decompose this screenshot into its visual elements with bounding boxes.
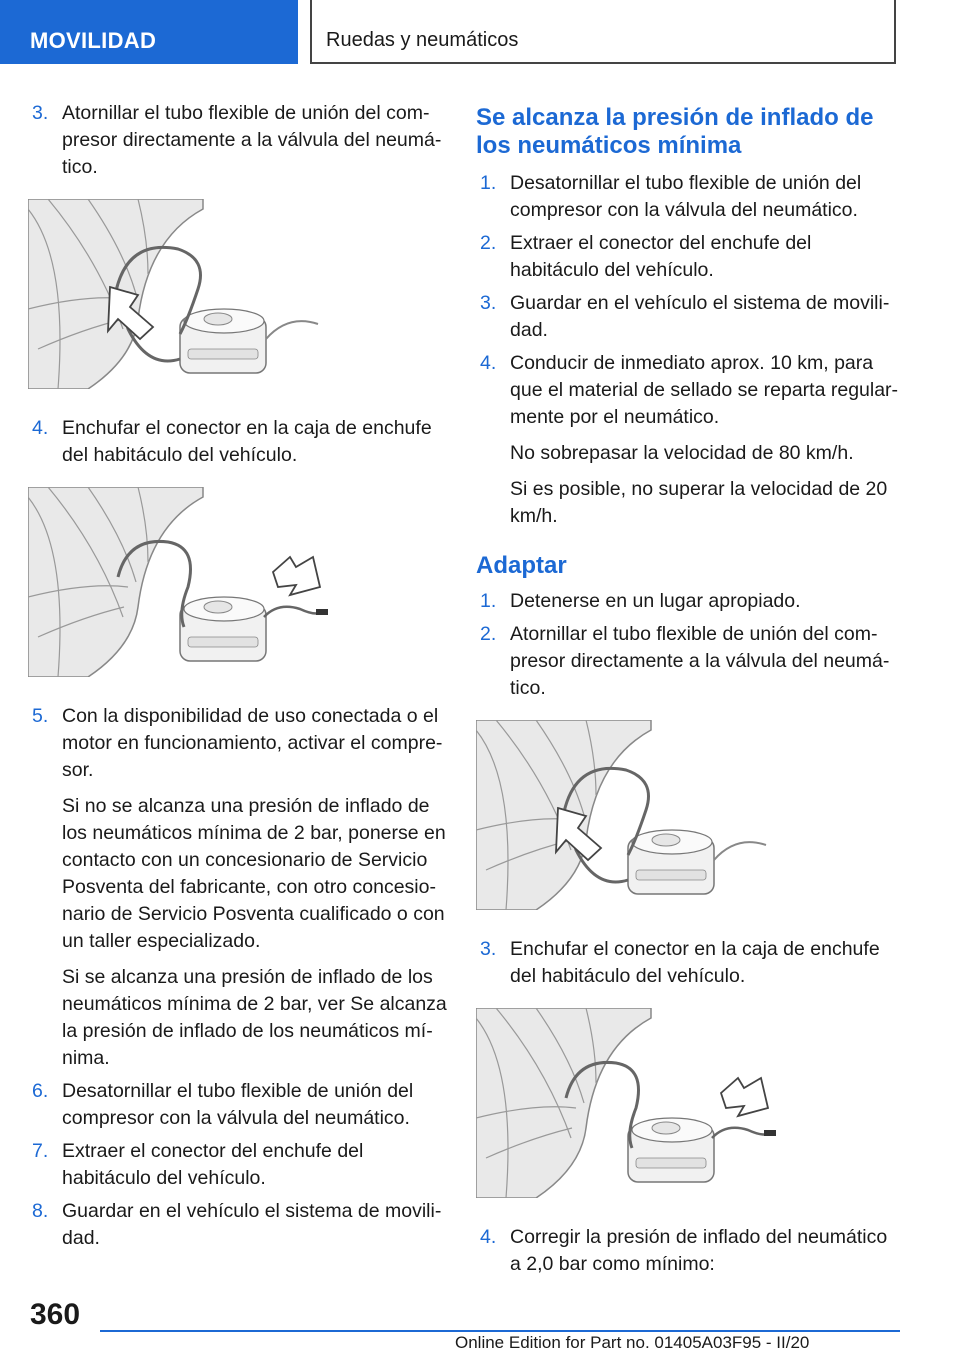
step-3 bbox=[476, 290, 901, 344]
step-4 bbox=[28, 415, 448, 469]
step-8 bbox=[28, 1198, 448, 1252]
step-3 bbox=[476, 936, 901, 990]
figure-valve-connect bbox=[476, 720, 776, 910]
step-number: 2. bbox=[480, 232, 497, 254]
step-number: 7. bbox=[32, 1140, 49, 1162]
header-section-tab bbox=[0, 0, 298, 64]
illustration-compressor-valve-icon bbox=[476, 720, 776, 910]
step-number: 4. bbox=[480, 1226, 497, 1248]
step-number: 3. bbox=[480, 292, 497, 314]
step-number: 2. bbox=[480, 623, 497, 645]
step-number: 4. bbox=[480, 352, 497, 374]
step-text: Enchufar el conector en la caja de enchufe del habitáculo del vehículo. bbox=[510, 938, 880, 987]
step-5 bbox=[28, 703, 448, 1072]
header-section-title: MOVILIDAD bbox=[30, 28, 157, 53]
illustration-compressor-socket-icon bbox=[28, 487, 328, 677]
right-column bbox=[476, 104, 901, 1284]
figure-valve-connect bbox=[28, 199, 328, 389]
header-chapter-title: Ruedas y neumáticos bbox=[326, 29, 519, 51]
step-number: 3. bbox=[480, 938, 497, 960]
step-number: 1. bbox=[480, 590, 497, 612]
step-text: Extraer el conector del enchufe del habitáculo del vehículo. bbox=[62, 1140, 364, 1189]
step-text: Corregir la presión de inflado del neumático a 2,0 bar como mínimo: bbox=[510, 1226, 888, 1275]
step-text: Atornillar el tubo flexible de unión del com-presor directamente a la válvula del neumá-tico. bbox=[510, 623, 890, 699]
step-1 bbox=[476, 588, 901, 615]
step-number: 5. bbox=[32, 705, 49, 727]
step-note: Si se alcanza una presión de inflado de los neumáticos mínima de 2 bar, ver Se alcanza la presión de inflado de los neumáticos mí-nima. bbox=[62, 966, 447, 1069]
step-text: Desatornillar el tubo flexible de unión del compresor con la válvula del neumático. bbox=[62, 1080, 414, 1129]
step-number: 8. bbox=[32, 1200, 49, 1222]
step-7 bbox=[28, 1138, 448, 1192]
step-text: Extraer el conector del enchufe del habitáculo del vehículo. bbox=[510, 232, 812, 281]
step-4 bbox=[476, 350, 901, 530]
step-text: Desatornillar el tubo flexible de unión del compresor con la válvula del neumático. bbox=[510, 172, 862, 221]
step-text: Conducir de inmediato aprox. 10 km, para que el material de sellado se reparta regular-mente por el neumático. bbox=[510, 352, 899, 428]
step-3 bbox=[28, 100, 448, 181]
illustration-compressor-valve-icon bbox=[28, 199, 328, 389]
step-text: Detenerse en un lugar apropiado. bbox=[510, 590, 801, 612]
step-2 bbox=[476, 230, 901, 284]
step-number: 3. bbox=[32, 102, 49, 124]
step-number: 6. bbox=[32, 1080, 49, 1102]
step-text: Atornillar el tubo flexible de unión del com-presor directamente a la válvula del neumá-tico. bbox=[62, 102, 442, 178]
step-1 bbox=[476, 170, 901, 224]
footer-divider bbox=[100, 1330, 900, 1332]
section-heading: Se alcanza la presión de inflado de los neumáticos mínima bbox=[476, 104, 874, 159]
step-number: 1. bbox=[480, 172, 497, 194]
step-text: Enchufar el conector en la caja de enchufe del habitáculo del vehículo. bbox=[62, 417, 432, 466]
step-number: 4. bbox=[32, 417, 49, 439]
step-note: Si es posible, no superar la velocidad de 20 km/h. bbox=[510, 478, 888, 527]
section-heading: Adaptar bbox=[476, 552, 567, 579]
step-note: No sobrepasar la velocidad de 80 km/h. bbox=[510, 442, 854, 464]
figure-socket-plug bbox=[476, 1008, 776, 1198]
step-2 bbox=[476, 621, 901, 702]
step-text: Guardar en el vehículo el sistema de movili-dad. bbox=[62, 1200, 442, 1249]
step-text: Guardar en el vehículo el sistema de movili-dad. bbox=[510, 292, 890, 341]
step-note: Si no se alcanza una presión de inflado de los neumáticos mínima de 2 bar, ponerse en contacto con un concesionario de Servicio Posventa del fabricante, con otro concesio-nario de Servicio Posventa cualificado o con un taller especializado. bbox=[62, 795, 446, 952]
edition-note: Online Edition for Part no. 01405A03F95 - II/20 bbox=[455, 1333, 810, 1352]
illustration-compressor-socket-icon bbox=[476, 1008, 776, 1198]
step-text: Con la disponibilidad de uso conectada o el motor en funcionamiento, activar el compre-sor. bbox=[62, 705, 443, 781]
header-chapter-box bbox=[310, 0, 896, 64]
step-6 bbox=[28, 1078, 448, 1132]
step-4 bbox=[476, 1224, 901, 1278]
page-number: 360 bbox=[30, 1298, 81, 1331]
figure-socket-plug bbox=[28, 487, 328, 677]
left-column bbox=[28, 100, 448, 1258]
